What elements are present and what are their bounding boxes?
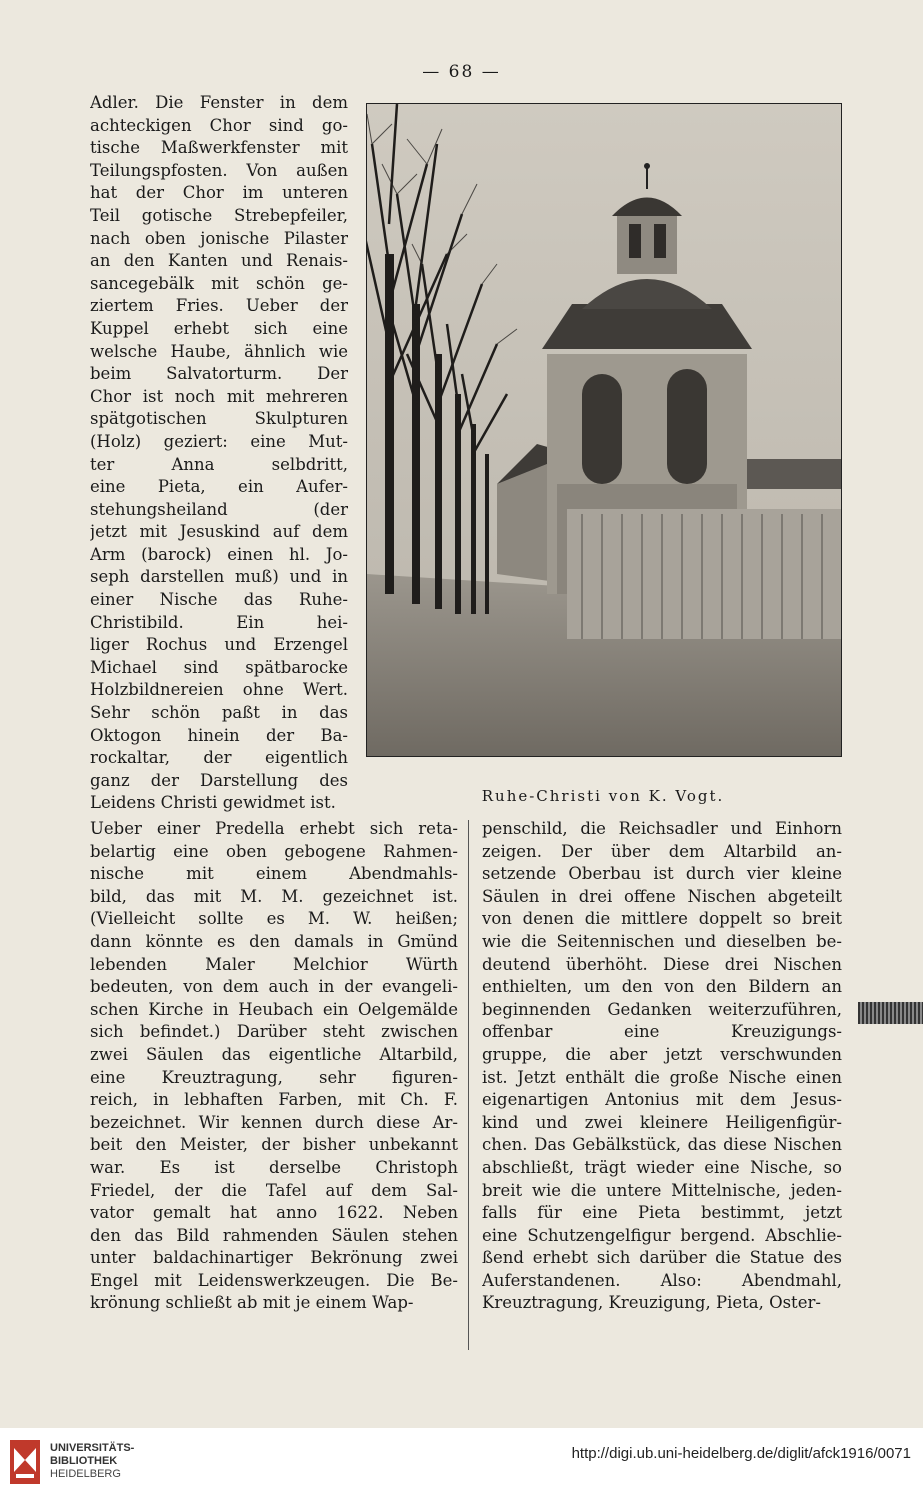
text-line: von denen die mittlere doppelt so breit bbox=[482, 909, 842, 929]
text-line: bezeichnet. Wir kennen durch diese Ar- bbox=[90, 1112, 458, 1132]
text-line: (Vielleicht sollte es M. W. heißen; bbox=[90, 909, 458, 929]
text-line: Arm (barock) einen hl. Jo- bbox=[90, 544, 348, 564]
text-line: ganz der Darstellung des bbox=[90, 770, 348, 790]
text-line: war. Es ist derselbe Christoph bbox=[90, 1157, 458, 1177]
text-line: liger Rochus und Erzengel bbox=[90, 635, 348, 655]
text-line: setzende Oberbau ist durch vier kleine bbox=[482, 864, 842, 884]
text-line: Engel mit Leidenswerkzeugen. Die Be- bbox=[90, 1270, 458, 1290]
scan-edge-mark bbox=[858, 1002, 923, 1024]
text-line: ßend erhebt sich darüber die Statue des bbox=[482, 1248, 842, 1268]
text-line: spätgotischen Skulpturen bbox=[90, 409, 348, 429]
text-column-left-top bbox=[90, 92, 348, 815]
text-line: eine Schutzengelfigur bergend. Abschlie- bbox=[482, 1225, 842, 1245]
text-line: dann könnte es den damals in Gmünd bbox=[90, 931, 458, 951]
text-line: den das Bild rahmenden Säulen stehen bbox=[90, 1225, 458, 1245]
text-line: reich, in lebhaften Farben, mit Ch. F. bbox=[90, 1090, 458, 1110]
text-line: hat der Chor im unteren bbox=[90, 183, 348, 203]
text-line: breit wie die untere Mittelnische, jeden- bbox=[482, 1180, 842, 1200]
text-line: bedeuten, von dem auch in der evangeli- bbox=[90, 977, 458, 997]
text-line: deutend überhöht. Diese drei Nischen bbox=[482, 954, 842, 974]
text-line: Auferstandenen. Also: Abendmahl, bbox=[482, 1270, 842, 1290]
text-line: nach oben jonische Pilaster bbox=[90, 228, 348, 248]
text-line: gruppe, die aber jetzt verschwunden bbox=[482, 1044, 842, 1064]
text-line: beginnenden Gedanken weiterzuführen, bbox=[482, 999, 842, 1019]
text-line: ter Anna selbdritt, bbox=[90, 454, 348, 474]
text-line: (Holz) geziert: eine Mut- bbox=[90, 431, 348, 451]
text-line: Kreuztragung, Kreuzigung, Pieta, Oster- bbox=[482, 1293, 821, 1313]
text-line: nische mit einem Abendmahls- bbox=[90, 864, 458, 884]
text-line: wie die Seitennischen und dieselben be- bbox=[482, 931, 842, 951]
text-line: Sehr schön paßt in das bbox=[90, 703, 348, 723]
photo-caption: Ruhe-Christi von K. Vogt. bbox=[481, 787, 725, 805]
text-line: Ueber einer Predella erhebt sich reta- bbox=[90, 819, 458, 838]
text-line: Chor ist noch mit mehreren bbox=[90, 386, 348, 406]
text-line: einer Nische das Ruhe- bbox=[90, 590, 348, 610]
text-line: an den Kanten und Renais- bbox=[90, 251, 348, 271]
text-line: ist. Jetzt enthält die große Nische einen bbox=[482, 1067, 842, 1087]
text-line: ziertem Fries. Ueber der bbox=[90, 296, 348, 316]
chapel-photograph bbox=[366, 103, 842, 757]
text-line: Michael sind spätbarocke bbox=[90, 657, 348, 677]
text-line: falls für eine Pieta bestimmt, jetzt bbox=[482, 1203, 842, 1223]
text-line: seph darstellen muß) und in bbox=[90, 567, 348, 587]
source-url-link[interactable]: http://digi.ub.uni-heidelberg.de/diglit/afck1916/0071 bbox=[571, 1445, 911, 1462]
text-line: zeigen. Der über dem Altarbild an- bbox=[482, 841, 842, 861]
text-line: penschild, die Reichsadler und Einhorn bbox=[482, 819, 842, 838]
text-line: chen. Das Gebälkstück, das diese Nischen bbox=[482, 1135, 842, 1155]
text-line: Holzbildnereien ohne Wert. bbox=[90, 680, 348, 700]
text-line: beit den Meister, der bisher unbekannt bbox=[90, 1135, 458, 1155]
text-line: rockaltar, der eigentlich bbox=[90, 748, 348, 768]
text-line: Kuppel erhebt sich eine bbox=[90, 318, 348, 338]
text-line: jetzt mit Jesuskind auf dem bbox=[90, 522, 348, 542]
text-line: abschließt, trägt wieder eine Nische, so bbox=[482, 1157, 842, 1177]
text-line: Teilungspfosten. Von außen bbox=[90, 160, 348, 180]
text-line: krönung schließt ab mit je einem Wap- bbox=[90, 1293, 414, 1313]
text-line: Oktogon hinein der Ba- bbox=[90, 725, 348, 745]
text-line: Christibild. Ein hei- bbox=[90, 612, 348, 632]
text-line: vator gemalt hat anno 1622. Neben bbox=[90, 1203, 458, 1223]
text-line: achteckigen Chor sind go- bbox=[90, 115, 348, 135]
text-line: eine Pieta, ein Aufer- bbox=[90, 477, 348, 497]
text-line: zwei Säulen das eigentliche Altarbild, bbox=[90, 1044, 458, 1064]
text-line: eigenartigen Antonius mit dem Jesus- bbox=[482, 1090, 842, 1110]
library-logo-icon bbox=[10, 1440, 40, 1484]
text-line: Säulen in drei offene Nischen abgeteilt bbox=[482, 886, 842, 906]
text-line: belartig eine oben gebogene Rahmen- bbox=[90, 841, 458, 861]
text-line: sich befindet.) Darüber steht zwischen bbox=[90, 1022, 458, 1042]
text-line: unter baldachinartiger Bekrönung zwei bbox=[90, 1248, 458, 1268]
footer-bar bbox=[0, 1428, 923, 1500]
library-name bbox=[50, 1442, 134, 1481]
text-line: kind und zwei kleinere Heiligenfigür- bbox=[482, 1112, 842, 1132]
text-line: stehungsheiland (der bbox=[90, 499, 348, 519]
text-line: lebenden Maler Melchior Würth bbox=[90, 954, 458, 974]
text-line: offenbar eine Kreuzigungs- bbox=[482, 1022, 842, 1042]
column-divider bbox=[468, 820, 469, 1350]
text-line: eine Kreuztragung, sehr figuren- bbox=[90, 1067, 458, 1087]
text-line: tische Maßwerkfenster mit bbox=[90, 138, 348, 158]
text-line: beim Salvatorturm. Der bbox=[90, 364, 348, 384]
library-line-3: HEIDELBERG bbox=[50, 1468, 121, 1480]
text-column-right bbox=[482, 818, 842, 1315]
text-line: Adler. Die Fenster in dem bbox=[90, 93, 348, 112]
page-number: — 68 — bbox=[422, 62, 501, 82]
text-line: Friedel, der die Tafel auf dem Sal- bbox=[90, 1180, 458, 1200]
text-line: schen Kirche in Heubach ein Oelgemälde bbox=[90, 999, 458, 1019]
library-line-2: BIBLIOTHEK bbox=[50, 1455, 118, 1467]
text-line: sancegebälk mit schön ge- bbox=[90, 273, 348, 293]
text-line: Leidens Christi gewidmet ist. bbox=[90, 793, 336, 813]
text-line: enthielten, um den von den Bildern an bbox=[482, 977, 842, 997]
text-line: Teil gotische Strebepfeiler, bbox=[90, 205, 348, 225]
text-column-left bbox=[90, 818, 458, 1315]
text-line: bild, das mit M. M. gezeichnet ist. bbox=[90, 886, 458, 906]
library-line-1: UNIVERSITÄTS- bbox=[50, 1442, 135, 1454]
text-line: welsche Haube, ähnlich wie bbox=[90, 341, 348, 361]
